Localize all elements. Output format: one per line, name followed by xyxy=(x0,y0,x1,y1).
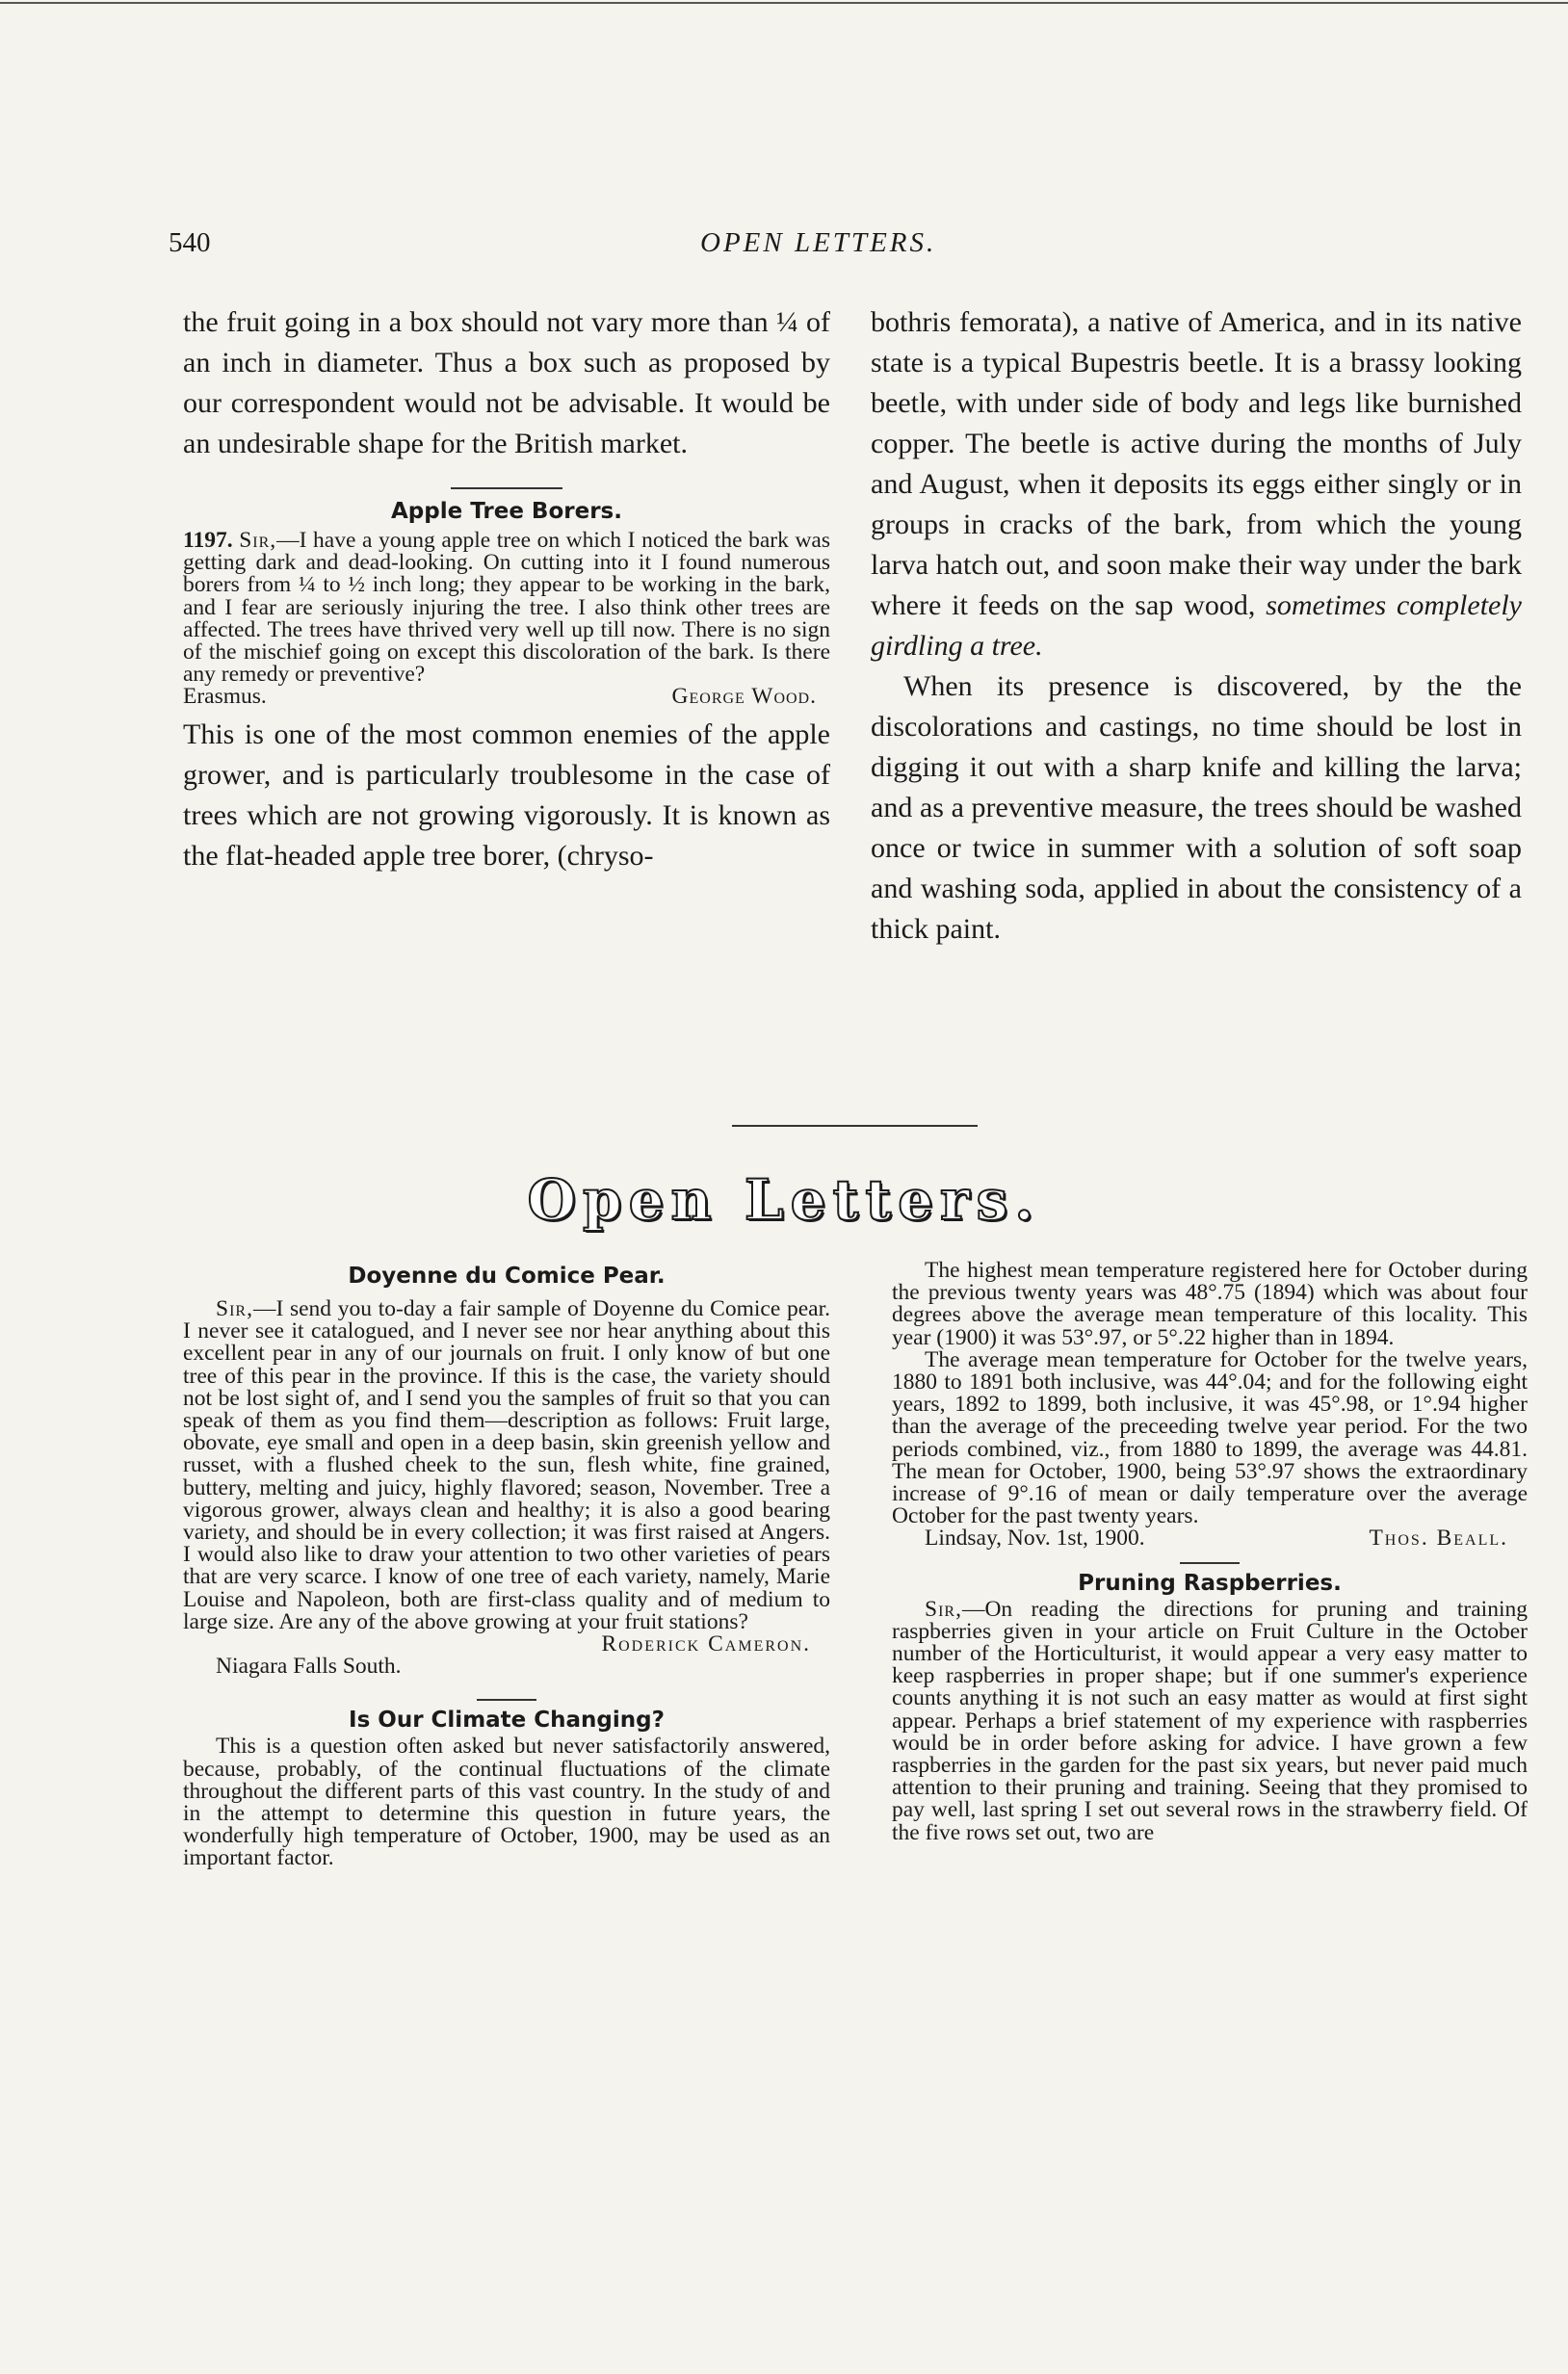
borer-description-italic: sometimes completely girdling a tree. xyxy=(871,589,1522,662)
top-right-column xyxy=(871,302,1522,950)
borer-reply-paragraph: This is one of the most common enemies of the apple grower, and is particularly troublesome in the case of trees which are not growing vigorously. It is known as the flat-headed apple tree borer, (chryso- xyxy=(183,717,830,872)
borer-reply-continued xyxy=(871,302,1522,666)
section-title: Open Letters. xyxy=(527,1167,1041,1233)
query-number: 1197. xyxy=(183,528,233,553)
letter-place: Lindsay, Nov. 1st, 1900. xyxy=(925,1526,1145,1552)
raspberries-letter xyxy=(892,1596,1528,1845)
climate-heading: Is Our Climate Changing? xyxy=(349,1708,665,1734)
page-number: 540 xyxy=(169,227,211,258)
section-rule xyxy=(732,1125,978,1127)
bottom-left-column xyxy=(183,1260,830,1870)
climate-paragraph-3: The average mean temperature for October for the twelve years, 1880 to 1891 both inclusive, was 44°.04; and for the following eight years, 1892 to 1899, both inclusive, it was 45°.98, or 1°.94 higher than the average of the preceeding twelve year period. For the two periods combined, viz., from 1880 to 1899, the average was 44.81. The mean for October, 1900, being 53°.97 shows the extraordinary increase of 9°.16 of mean or daily temperature over the average October for the past twenty years. xyxy=(892,1346,1528,1529)
doyenne-heading: Doyenne du Comice Pear. xyxy=(348,1264,666,1289)
apple-borers-letter xyxy=(183,530,830,709)
letter-author: Thos. Beall. xyxy=(1369,1526,1508,1552)
borer-remedy-paragraph: When its presence is discovered, by the the discolorations and castings, no time should be lost in digging it out with a sharp knife and killing the larva; and as a preventive measure, the trees should be washed once or twice in summer with a solution of soft soap and washing soda, applied in about the consistency of a thick paint. xyxy=(871,670,1522,945)
raspberries-heading: Pruning Raspberries. xyxy=(1078,1570,1342,1596)
climate-paragraph: This is a question often asked but never satisfactorily answered, because, probably, of the continual fluctuations of the climate throughout the different parts of this vast country. In the study of and in the attempt to determine this question in future years, the wonderfully high temperature of October, 1900, may be used as an important factor. xyxy=(183,1734,830,1871)
doyenne-letter xyxy=(183,1298,830,1633)
section-divider xyxy=(1180,1562,1240,1564)
letter-body: —I send you to-day a fair sample of Doyenne du Comice pear. I never see it catalogued, and I never see nor hear anything about this excellent pear in any of our journals on fruit. I only know of but one tree of this pear in the province. If this is the case, the variety should not be lost sight of, and I send you the samples of fruit so that you can speak of them as you find them—description as follows: Fruit large, obovate, eye small and open in a deep basin, skin greenish yellow and russet, with a flushed cheek to the sun, flesh white, fine grained, buttery, melting and juicy, highly flavored; season, November. Tree a vigorous grower, always clean and healthy; it is also a good bearing variety, and should be in every collection; it was first raised at Angers. I would also like to draw your attention to two other varieties of pears that are very scarce. I know of one tree of each variety, namely, Marie Louise and Napoleon, both are first-class quality and of medium to large size. Are any of the above growing at your fruit stations? xyxy=(183,1296,830,1634)
letter-body: —I have a young apple tree on which I noticed the bark was getting dark and dead-looking. On cutting into it I found numerous borers from ¼ to ½ inch long; they appear to be working in the bark, and I fear are seriously injuring the tree. I also think other trees are affected. The trees have thrived very well up till now. There is no sign of the mischief going on except this discoloration of the bark. Is there any remedy or preventive? xyxy=(183,528,831,688)
salutation: Sir, xyxy=(216,1296,253,1321)
section-divider xyxy=(477,1699,536,1701)
signature-line xyxy=(892,1527,1528,1550)
salutation: Sir, xyxy=(925,1596,962,1622)
top-border-line xyxy=(0,2,1568,4)
apple-borers-heading: Apple Tree Borers. xyxy=(391,499,622,524)
bottom-right-column xyxy=(892,1260,1528,1844)
climate-paragraph-2: The highest mean temperature registered here for October during the previous twenty years was 48°.75 (1894) which was about four degrees above the average mean temperature of this locality. This year (1900) it was 53°.97, or 5°.22 higher than in 1894. xyxy=(892,1258,1528,1350)
letter-body: —On reading the directions for pruning and training raspberries given in your article on Fruit Culture in the October number of the Horticulturist, it would appear a very easy matter to keep raspberries in proper shape; but if one summer's experience counts anything it is not such an easy matter as would at first sight appear. Perhaps a brief statement of my experience with raspberries would be in order before asking for advice. I have grown a few raspberries in the garden for the past six years, but never paid much attention to their pruning and training. Seeing that they promised to pay well, last spring I set out several rows in the strawberry field. Of the five rows set out, two are xyxy=(892,1596,1528,1845)
letter-author: Roderick Cameron. xyxy=(601,1631,811,1657)
fruit-box-paragraph: the fruit going in a box should not vary more than ¼ of an inch in diameter. Thus a box such as proposed by our correspondent would not be advisable. It would be an undesirable shape for the British market. xyxy=(183,306,830,459)
top-left-column xyxy=(183,302,830,876)
salutation: Sir, xyxy=(239,528,277,553)
page-header xyxy=(169,227,1555,270)
letter-place: Erasmus. xyxy=(183,684,267,710)
letter-author: George Wood. xyxy=(671,684,817,710)
letter-place: Niagara Falls South. xyxy=(216,1654,402,1680)
section-divider xyxy=(451,487,562,489)
signature-line xyxy=(183,686,830,708)
running-title: OPEN LETTERS. xyxy=(700,227,937,258)
borer-description: bothris femorata), a native of America, and in its native state is a typical Bupestris beetle. It is a brassy looking beetle, with under side of body and legs like burnished copper. The beetle is active during the months of July and August, when it deposits its eggs either singly or in groups in cracks of the bark, from which the young larva hatch out, and soon make their way under the bark where it feeds on the sap wood, xyxy=(871,306,1522,621)
